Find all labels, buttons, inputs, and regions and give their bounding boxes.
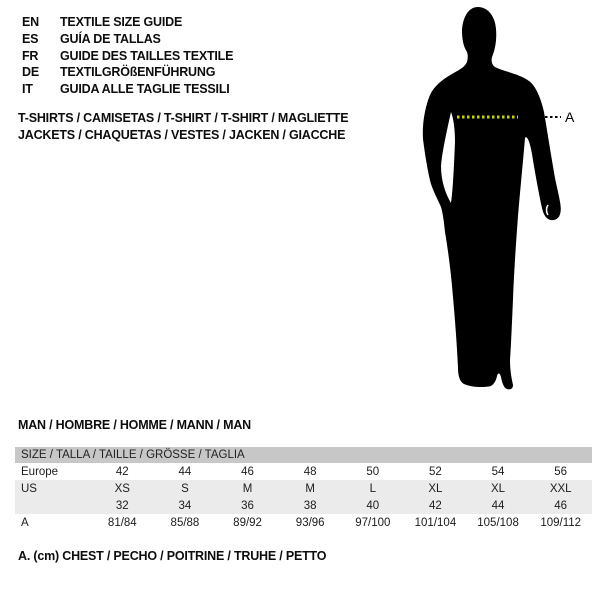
- table-row-chest-cm: [15, 514, 592, 531]
- size-cell: 97/100: [355, 516, 391, 529]
- size-cell: 54: [491, 465, 505, 478]
- size-cell: M: [216, 480, 279, 497]
- language-code: DE: [22, 65, 39, 80]
- language-title: GUIDE DES TAILLES TEXTILE: [60, 48, 234, 63]
- language-row: [22, 64, 233, 81]
- language-title: GUÍA DE TALLAS: [60, 31, 161, 46]
- size-cell: S: [154, 480, 217, 497]
- size-cell: 32: [91, 497, 154, 514]
- garment-categories: [18, 110, 348, 144]
- size-cell: 46: [241, 465, 254, 478]
- size-cell: 38: [279, 497, 342, 514]
- size-cell: L: [342, 480, 405, 497]
- size-cell: M: [279, 480, 342, 497]
- measure-label-a: A: [565, 109, 575, 125]
- category-line-tshirts: T-SHIRTS / CAMISETAS / T-SHIRT / T-SHIRT / MAGLIETTE: [18, 111, 349, 125]
- size-table-header-row: [15, 447, 592, 463]
- size-cell: 44: [178, 465, 192, 478]
- size-cell: 40: [342, 497, 405, 514]
- chest-measurement-note: A. (cm) CHEST / PECHO / POITRINE / TRUHE / PETTO: [18, 549, 327, 563]
- size-cell: 85/88: [170, 516, 200, 529]
- table-row-europe: [15, 463, 592, 480]
- category-line-jackets: JACKETS / CHAQUETAS / VESTES / JACKEN / GIACCHE: [18, 128, 346, 142]
- man-silhouette: [423, 7, 561, 389]
- language-title: TEXTILGRÖßENFÜHRUNG: [60, 65, 216, 80]
- size-cell: 52: [429, 465, 442, 478]
- language-title: GUIDA ALLE TAGLIE TESSILI: [60, 82, 230, 97]
- size-cell: 42: [115, 465, 129, 478]
- man-silhouette-figure: [408, 0, 600, 410]
- size-cell: 44: [467, 497, 530, 514]
- language-row: [22, 14, 233, 31]
- row-label: US: [15, 480, 91, 497]
- language-code: EN: [22, 15, 39, 29]
- language-row: [22, 48, 233, 65]
- size-cell: 56: [554, 465, 568, 478]
- size-cell: 101/104: [414, 516, 457, 529]
- language-code: IT: [22, 82, 33, 97]
- language-list: [22, 14, 233, 98]
- language-title: TEXTILE SIZE GUIDE: [60, 15, 183, 29]
- table-row-us: [15, 480, 592, 497]
- size-cell: 93/96: [295, 516, 325, 529]
- language-row: [22, 31, 233, 48]
- size-cell: 34: [154, 497, 217, 514]
- table-row-numeric: [15, 497, 592, 514]
- row-label: Europe: [21, 465, 59, 478]
- language-code: ES: [22, 31, 39, 46]
- size-cell: 42: [404, 497, 467, 514]
- size-table: [15, 447, 592, 531]
- size-cell: XL: [404, 480, 467, 497]
- size-cell: 105/108: [477, 516, 519, 529]
- row-label: [15, 497, 91, 514]
- size-cell: XXL: [529, 480, 592, 497]
- size-cell: 89/92: [233, 516, 262, 529]
- size-cell: 36: [216, 497, 279, 514]
- size-table-header: SIZE / TALLA / TAILLE / GRÖSSE / TAGLIA: [15, 447, 592, 463]
- size-cell: XL: [467, 480, 530, 497]
- section-title-man: MAN / HOMBRE / HOMME / MANN / MAN: [18, 418, 251, 432]
- size-cell: 48: [303, 465, 317, 478]
- size-cell: 46: [529, 497, 592, 514]
- size-cell: XS: [91, 480, 154, 497]
- language-row: [22, 81, 233, 98]
- row-label: A: [21, 516, 29, 529]
- size-cell: 109/112: [540, 516, 582, 529]
- language-code: FR: [22, 48, 39, 63]
- size-cell: 50: [366, 465, 380, 478]
- size-cell: 81/84: [107, 516, 137, 529]
